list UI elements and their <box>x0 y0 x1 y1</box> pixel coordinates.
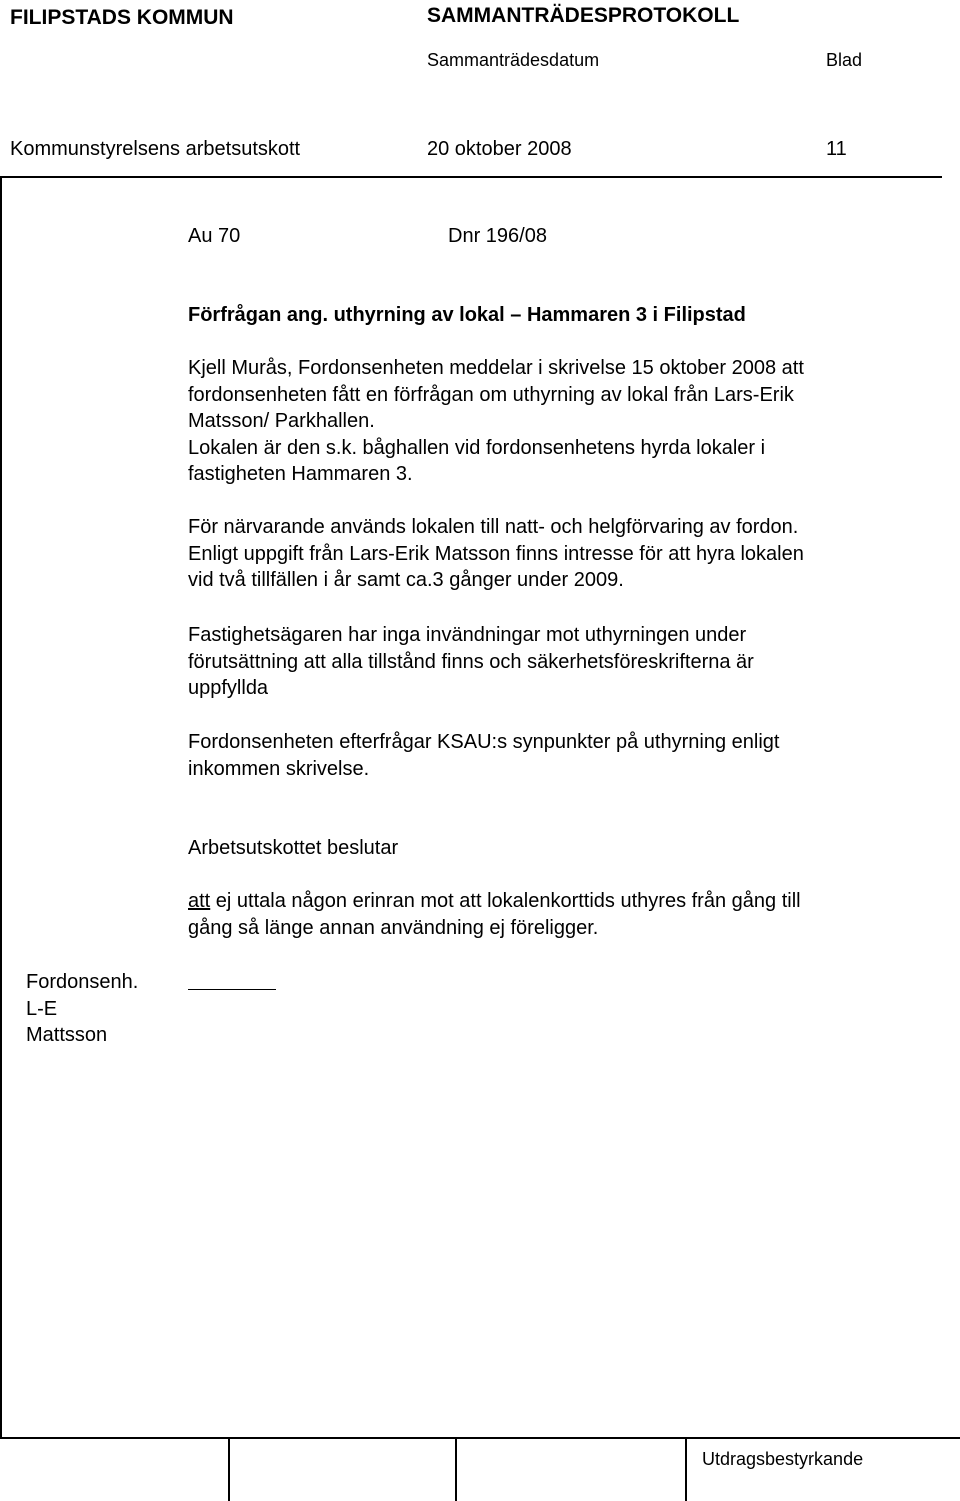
municipality-name: FILIPSTADS KOMMUN <box>10 6 234 29</box>
distribution-item: L-E <box>26 997 58 1020</box>
distribution-list <box>26 969 138 1049</box>
att-word: att <box>188 890 211 912</box>
decision-line-2: gång så länge annan användning ej föreligger. <box>188 916 599 939</box>
paragraph-4-line: inkommen skrivelse. <box>188 757 370 780</box>
attestation-label: Utdragsbestyrkande <box>702 1449 864 1469</box>
paragraph-1-line: fastigheten Hammaren 3. <box>188 463 413 485</box>
decision-line-1-rest: ej uttala någon erinran mot att lokalenkorttids uthyres från gång till <box>210 890 801 912</box>
page-number: 11 <box>826 138 847 160</box>
paragraph-2-line: Enligt uppgift från Lars-Erik Matsson finns intresse för att hyra lokalen <box>188 542 804 565</box>
distribution-item: Fordonsenh. <box>26 971 139 993</box>
header-rule <box>0 176 942 178</box>
paragraph-3-line: Fastighetsägaren har inga invändningar mot uthyrningen under <box>188 624 747 646</box>
footer-divider-1 <box>228 1437 230 1501</box>
page-label: Blad <box>826 50 863 70</box>
document-type: SAMMANTRÄDESPROTOKOLL <box>427 4 740 27</box>
paragraph-2 <box>188 514 928 594</box>
paragraph-4-line: Fordonsenheten efterfrågar KSAU:s synpunkter på uthyrning enligt <box>188 731 780 753</box>
case-title: Förfrågan ang. uthyrning av lokal – Hammaren 3 i Filipstad <box>188 304 746 326</box>
signature-line <box>188 989 276 990</box>
paragraph-3 <box>188 622 928 702</box>
paragraph-2-line: vid två tillfällen i år samt ca.3 gånger under 2009. <box>188 569 624 591</box>
paragraph-3-line: uppfyllda <box>188 677 269 699</box>
case-number: Au 70 <box>188 225 241 247</box>
paragraph-1-line: Matsson/ Parkhallen. <box>188 410 375 432</box>
paragraph-4 <box>188 729 928 782</box>
decision-text <box>188 888 928 941</box>
diary-number: Dnr 196/08 <box>448 225 547 247</box>
paragraph-3-line: förutsättning att alla tillstånd finns och säkerhetsföreskrifterna är <box>188 650 754 673</box>
paragraph-2-line: För närvarande används lokalen till natt- och helgförvaring av fordon. <box>188 516 799 538</box>
paragraph-1-line: Kjell Murås, Fordonsenheten meddelar i skrivelse 15 oktober 2008 att <box>188 357 804 379</box>
meeting-date-label: Sammanträdesdatum <box>427 50 600 70</box>
footer-rule <box>0 1437 960 1439</box>
footer-divider-3 <box>685 1437 687 1501</box>
paragraph-1-line: Lokalen är den s.k. båghallen vid fordonsenhetens hyrda lokaler i <box>188 436 766 459</box>
meeting-date: 20 oktober 2008 <box>427 138 572 160</box>
footer-divider-2 <box>455 1437 457 1501</box>
decision-heading: Arbetsutskottet beslutar <box>188 837 399 859</box>
paragraph-1-line: fordonsenheten fått en förfrågan om uthyrning av lokal från Lars-Erik <box>188 383 794 406</box>
paragraph-1 <box>188 355 928 488</box>
committee-name: Kommunstyrelsens arbetsutskott <box>10 138 301 160</box>
left-margin-line <box>0 176 2 1438</box>
distribution-item: Mattsson <box>26 1024 108 1046</box>
decision-line-1 <box>188 888 928 915</box>
